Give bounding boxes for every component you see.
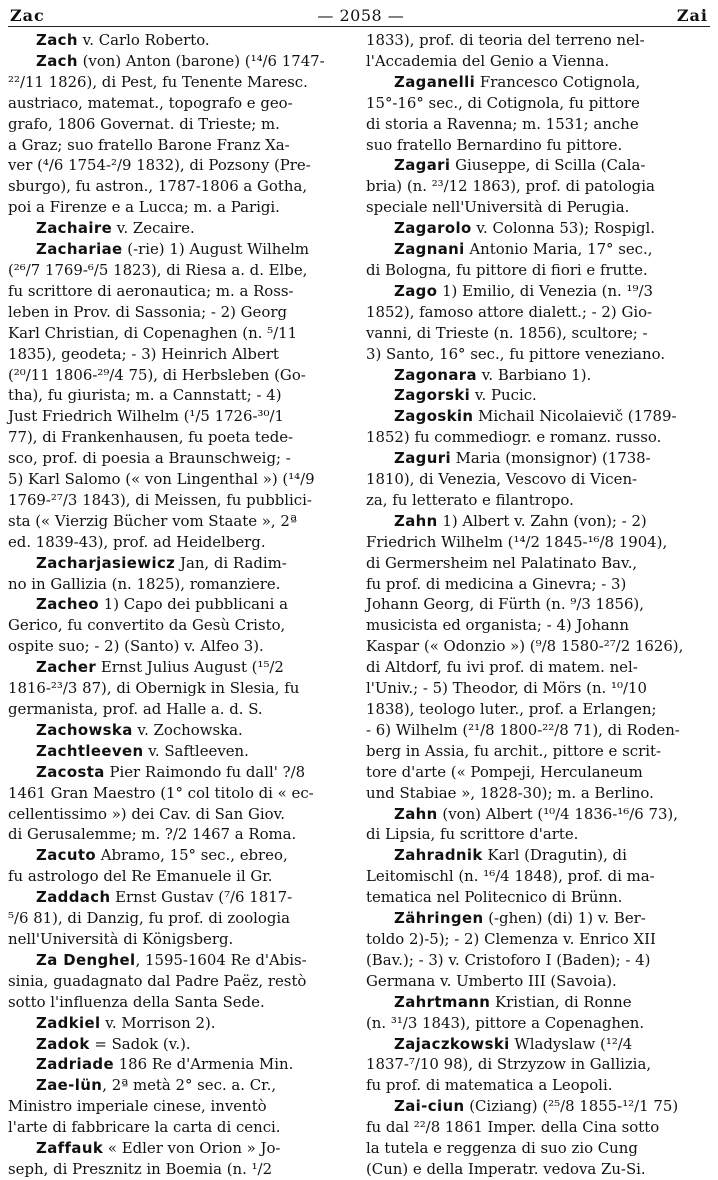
entry-headword: Zachtleeven bbox=[36, 741, 144, 760]
entry-line bbox=[8, 678, 356, 699]
entry-line bbox=[8, 344, 356, 365]
entry-first-line bbox=[366, 1096, 710, 1117]
entry-text: Maria (monsignor) (1738- bbox=[450, 449, 651, 468]
dictionary-entry bbox=[366, 239, 710, 281]
entry-text: di Altdorf, fu ivi prof. di matem. nel- bbox=[366, 658, 638, 677]
entry-text: 15°-16° sec., di Cotignola, fu pittore bbox=[366, 93, 640, 112]
entry-text: cellentissimo ») dei Cav. di San Giov. bbox=[8, 804, 285, 823]
entry-line bbox=[8, 302, 356, 323]
entry-first-line bbox=[8, 1075, 356, 1096]
entry-headword: Zagorski bbox=[394, 386, 471, 405]
entry-text: di storia a Ravenna; m. 1531; anche bbox=[366, 114, 639, 133]
entry-text: bria) (n. ²³/12 1863), prof. di patologia bbox=[366, 177, 655, 196]
entry-headword: Zadok bbox=[36, 1034, 90, 1053]
entry-text: (von) Anton (barone) (¹⁴/6 1747- bbox=[77, 51, 325, 70]
entry-first-line bbox=[366, 365, 710, 386]
entry-line bbox=[366, 741, 710, 762]
dictionary-entry bbox=[366, 992, 710, 1034]
entry-line bbox=[8, 1117, 356, 1138]
entry-headword: Zaddach bbox=[36, 888, 111, 907]
entry-text: 1769-²⁷/3 1843), di Meissen, fu pubblici- bbox=[8, 490, 312, 509]
entry-line bbox=[8, 260, 356, 281]
entry-line bbox=[8, 992, 356, 1013]
running-head-left: Zac bbox=[10, 5, 45, 25]
entry-headword: Zacher bbox=[36, 658, 97, 677]
entry-line bbox=[366, 824, 710, 845]
dictionary-entry bbox=[366, 804, 710, 846]
entry-text: suo fratello Bernardino fu pittore. bbox=[366, 135, 623, 154]
entry-line bbox=[8, 176, 356, 197]
entry-headword: Zahn bbox=[394, 804, 438, 823]
dictionary-entry bbox=[8, 594, 356, 657]
entry-first-line bbox=[8, 51, 356, 72]
entry-text: 3) Santo, 16° sec., fu pittore veneziano. bbox=[366, 344, 666, 363]
entry-text: v. Zochowska. bbox=[132, 720, 243, 739]
entry-line bbox=[8, 783, 356, 804]
entry-text: Francesco Cotignola, bbox=[475, 72, 641, 91]
entry-first-line bbox=[8, 218, 356, 239]
entry-text: 1835), geodeta; - 3) Heinrich Albert bbox=[8, 344, 279, 363]
entry-text: 1816-²³/3 87), di Obernigk in Slesia, fu bbox=[8, 679, 300, 698]
entry-text: la tutela e reggenza di suo zio Cung bbox=[366, 1139, 638, 1158]
entry-text: (-ghen) (di) 1) v. Ber- bbox=[483, 909, 646, 928]
entry-line bbox=[366, 93, 710, 114]
entry-line bbox=[8, 155, 356, 176]
dictionary-entry bbox=[8, 950, 356, 1013]
entry-text: v. Colonna 53); Rospigl. bbox=[471, 219, 656, 238]
entry-text: fu prof. di matematica a Leopoli. bbox=[366, 1076, 613, 1095]
entry-text: ⁵/6 81), di Danzig, fu prof. di zoologia bbox=[8, 909, 291, 928]
entry-text: 1) Emilio, di Venezia (n. ¹⁹/3 bbox=[437, 281, 653, 300]
entry-text: (²⁰/11 1806-²⁹/4 75), di Herbsleben (Go- bbox=[8, 365, 306, 384]
entry-text: l'Accademia del Genio a Vienna. bbox=[366, 51, 610, 70]
entry-first-line bbox=[8, 239, 356, 260]
dictionary-entry bbox=[366, 218, 710, 239]
entry-text: Wladyslaw (¹²/4 bbox=[509, 1034, 633, 1053]
entry-headword: Zach bbox=[36, 31, 78, 49]
entry-text: sburgo), fu astron., 1787-1806 a Gotha, bbox=[8, 177, 308, 196]
entry-text: Giuseppe, di Scilla (Cala- bbox=[450, 156, 646, 175]
entry-text: ²²/11 1826), di Pest, fu Tenente Maresc. bbox=[8, 72, 308, 91]
entry-first-line bbox=[366, 218, 710, 239]
entry-headword: Zahrtmann bbox=[394, 992, 491, 1011]
entry-text: nell'Università di Königsberg. bbox=[8, 929, 234, 948]
entry-line bbox=[8, 448, 356, 469]
entry-line bbox=[8, 93, 356, 114]
entry-first-line bbox=[366, 845, 710, 866]
entry-line bbox=[8, 1159, 356, 1180]
dictionary-entry bbox=[8, 1075, 356, 1138]
entry-text: sco, prof. di poesia a Braunschweig; - bbox=[8, 449, 291, 468]
entry-text: no in Gallizia (n. 1825), romanziere. bbox=[8, 574, 281, 593]
entry-headword: Zähringen bbox=[394, 909, 484, 928]
entry-text: 1852) fu commediogr. e romanz. russo. bbox=[366, 428, 662, 447]
entry-text: Johann Georg, di Fürth (n. ⁹/3 1856), bbox=[366, 595, 644, 614]
entry-headword: Zacuto bbox=[36, 846, 97, 865]
entry-first-line bbox=[8, 741, 356, 762]
entry-text: « Edler von Orion » Jo- bbox=[103, 1139, 281, 1158]
dictionary-entry bbox=[8, 239, 356, 553]
entry-text: (-rie) 1) August Wilhelm bbox=[122, 240, 310, 259]
entry-text: fu dal ²²/8 1861 Imper. della Cina sotto bbox=[366, 1118, 660, 1137]
entry-headword: Zachaire bbox=[36, 219, 113, 238]
entry-line bbox=[8, 908, 356, 929]
entry-first-line bbox=[366, 281, 710, 302]
entry-text: (Ciziang) (²⁵/8 1855-¹²/1 75) bbox=[464, 1097, 679, 1116]
running-head-right: Zai bbox=[676, 5, 708, 25]
entry-text: Jan, di Radim- bbox=[175, 553, 287, 572]
entry-headword: Zahradnik bbox=[394, 846, 483, 865]
entry-text: germanista, prof. ad Halle a. d. S. bbox=[8, 700, 263, 718]
entry-line bbox=[366, 971, 710, 992]
left-column bbox=[8, 30, 356, 1178]
entry-text: 77), di Frankenhausen, fu poeta tede- bbox=[8, 428, 294, 447]
entry-text: , 1595-1604 Re d'Abis- bbox=[135, 950, 307, 969]
entry-text: Germana v. Umberto III (Savoia). bbox=[366, 971, 617, 990]
entry-line bbox=[366, 1013, 710, 1034]
entry-line bbox=[8, 365, 356, 386]
entry-first-line bbox=[366, 908, 710, 929]
entry-headword: Zadkiel bbox=[36, 1013, 101, 1032]
entry-line bbox=[8, 427, 356, 448]
entry-first-line bbox=[8, 845, 356, 866]
dictionary-entry bbox=[8, 553, 356, 595]
entry-text: tore d'arte (« Pompeji, Herculaneum bbox=[366, 762, 643, 781]
entry-text: leben in Prov. di Sassonia; - 2) Georg bbox=[8, 302, 287, 321]
entry-text: - 6) Wilhelm (²¹/8 1800-²²/8 71), di Roden- bbox=[366, 720, 680, 739]
entry-line bbox=[366, 1075, 710, 1096]
entry-first-line bbox=[366, 992, 710, 1013]
dictionary-entry bbox=[366, 30, 710, 72]
entry-text: 1461 Gran Maestro (1° col titolo di « ec- bbox=[8, 783, 314, 802]
entry-text: 1) Albert v. Zahn (von); - 2) bbox=[437, 511, 647, 530]
entry-headword: Zagnani bbox=[394, 240, 465, 259]
entry-text: ed. 1839-43), prof. ad Heidelberg. bbox=[8, 532, 266, 551]
entry-first-line bbox=[366, 406, 710, 427]
entry-line bbox=[366, 720, 710, 741]
entry-line bbox=[8, 406, 356, 427]
entry-line bbox=[366, 114, 710, 135]
entry-text: Antonio Maria, 17° sec., bbox=[464, 240, 653, 259]
dictionary-entry bbox=[8, 1054, 356, 1075]
entry-line bbox=[8, 824, 356, 845]
dictionary-entry bbox=[8, 720, 356, 741]
dictionary-entry bbox=[8, 51, 356, 218]
entry-line bbox=[8, 804, 356, 825]
dictionary-entry bbox=[8, 762, 356, 846]
entry-line bbox=[8, 490, 356, 511]
entry-line bbox=[8, 615, 356, 636]
entry-text: di Gerusalemme; m. ?/2 1467 a Roma. bbox=[8, 825, 297, 844]
entry-text: di Lipsia, fu scrittore d'arte. bbox=[366, 825, 579, 844]
entry-text: Abramo, 15° sec., ebreo, bbox=[96, 846, 288, 865]
entry-line bbox=[366, 469, 710, 490]
entry-text: , 2ª metà 2° sec. a. Cr., bbox=[102, 1076, 277, 1095]
entry-text: sinia, guadagnato dal Padre Paëz, restò bbox=[8, 971, 307, 990]
entry-first-line bbox=[366, 155, 710, 176]
entry-text: Pier Raimondo fu dall' ?/8 bbox=[104, 762, 306, 781]
entry-line bbox=[8, 699, 356, 720]
entry-headword: Zaguri bbox=[394, 449, 451, 468]
entry-text: Just Friedrich Wilhelm (¹/5 1726-³⁰/1 bbox=[8, 407, 284, 426]
entry-text: 1837-⁷/10 98), di Strzyzow in Gallizia, bbox=[366, 1055, 652, 1074]
entry-text: fu prof. di medicina a Ginevra; - 3) bbox=[366, 574, 627, 593]
dictionary-entry bbox=[8, 30, 356, 51]
entry-line bbox=[366, 553, 710, 574]
entry-first-line bbox=[8, 1013, 356, 1034]
entry-first-line bbox=[8, 594, 356, 615]
entry-text: fu astrologo del Re Emanuele il Gr. bbox=[8, 867, 273, 886]
page-number: — 2058 — bbox=[317, 5, 405, 25]
entry-text: toldo 2)-5); - 2) Clemenza v. Enrico XII bbox=[366, 929, 656, 948]
entry-text: a Graz; suo fratello Barone Franz Xa- bbox=[8, 135, 290, 154]
entry-line bbox=[8, 532, 356, 553]
dictionary-entry bbox=[8, 657, 356, 720]
entry-text: (²⁶/7 1769-⁶/5 1823), di Riesa a. d. Elbe, bbox=[8, 260, 308, 279]
dictionary-entry bbox=[366, 908, 710, 992]
entry-text: v. Saftleeven. bbox=[143, 741, 249, 760]
entry-headword: Zaganelli bbox=[394, 72, 476, 91]
entry-line bbox=[366, 615, 710, 636]
dictionary-entry bbox=[366, 365, 710, 386]
entry-first-line bbox=[366, 448, 710, 469]
entry-line bbox=[8, 135, 356, 156]
entry-headword: Zach bbox=[36, 51, 78, 70]
entry-text: 1838), teologo luter., prof. a Erlangen; bbox=[366, 700, 657, 718]
entry-text: poi a Firenze e a Lucca; m. a Parigi. bbox=[8, 198, 280, 217]
entry-headword: Zagari bbox=[394, 156, 451, 175]
dictionary-entry bbox=[8, 887, 356, 950]
entry-text: 1852), famoso attore dialett.; - 2) Gio- bbox=[366, 302, 653, 321]
entry-text: v. Barbiano 1). bbox=[476, 365, 592, 384]
entry-headword: Zachariae bbox=[36, 240, 123, 259]
entry-first-line bbox=[8, 1034, 356, 1055]
entry-text: 186 Re d'Armenia Min. bbox=[113, 1055, 294, 1074]
entry-text: v. Morrison 2). bbox=[100, 1013, 216, 1032]
right-column bbox=[366, 30, 710, 1178]
entry-line bbox=[366, 344, 710, 365]
entry-first-line bbox=[8, 30, 356, 51]
entry-text: di Bologna, fu pittore di fiori e frutte. bbox=[366, 260, 648, 279]
entry-text: Kaspar (« Odonzio ») (⁹/8 1580-²⁷/2 1626), bbox=[366, 637, 684, 656]
entry-line bbox=[366, 51, 710, 72]
entry-first-line bbox=[366, 72, 710, 93]
entry-first-line bbox=[8, 762, 356, 783]
entry-text: und Stabiae », 1828-30); m. a Berlino. bbox=[366, 783, 654, 802]
entry-headword: Zachowska bbox=[36, 720, 133, 739]
entry-headword: Zacosta bbox=[36, 762, 105, 781]
entry-line bbox=[366, 636, 710, 657]
entry-headword: Zagonara bbox=[394, 365, 477, 384]
entry-text: musicista ed organista; - 4) Johann bbox=[366, 616, 629, 635]
entry-line bbox=[366, 197, 710, 218]
entry-text: berg in Assia, fu archit., pittore e scrit- bbox=[366, 741, 661, 760]
entry-text: vanni, di Trieste (n. 1856), scultore; - bbox=[366, 323, 648, 342]
entry-text: 5) Karl Salomo (« von Lingenthal ») (¹⁴/9 bbox=[8, 470, 315, 489]
entry-text: tha), fu giurista; m. a Cannstatt; - 4) bbox=[8, 386, 282, 405]
entry-text: l'arte di fabbricare la carta di cenci. bbox=[8, 1118, 281, 1137]
entry-text: Gerico, fu convertito da Gesù Cristo, bbox=[8, 616, 286, 635]
dictionary-entry bbox=[8, 1034, 356, 1055]
entry-line bbox=[366, 260, 710, 281]
entry-line bbox=[366, 950, 710, 971]
entry-text: Leitomischl (n. ¹⁶/4 1848), prof. di ma- bbox=[366, 867, 655, 886]
entry-first-line bbox=[8, 887, 356, 908]
entry-line bbox=[8, 281, 356, 302]
entry-text: l'Univ.; - 5) Theodor, di Mörs (n. ¹⁰/10 bbox=[366, 679, 647, 698]
entry-first-line bbox=[8, 657, 356, 678]
entry-text: fu scrittore di aeronautica; m. a Ross- bbox=[8, 281, 294, 300]
entry-text: za, fu letterato e filantropo. bbox=[366, 490, 574, 509]
entry-line bbox=[366, 762, 710, 783]
entry-headword: Zadriade bbox=[36, 1055, 114, 1074]
dictionary-entry bbox=[8, 1138, 356, 1180]
entry-text: grafo, 1806 Governat. di Trieste; m. bbox=[8, 114, 280, 133]
entry-text: v. Carlo Roberto. bbox=[77, 31, 210, 49]
entry-first-line bbox=[366, 511, 710, 532]
entry-headword: Zaffauk bbox=[36, 1139, 104, 1158]
entry-text: Ministro imperiale cinese, inventò bbox=[8, 1097, 267, 1116]
entry-text: ver (⁴/6 1754-²/9 1832), di Pozsony (Pre- bbox=[8, 156, 311, 175]
entry-text: v. Zecaire. bbox=[112, 219, 195, 238]
entry-first-line bbox=[8, 720, 356, 741]
entry-text: ospite suo; - 2) (Santo) v. Alfeo 3). bbox=[8, 637, 264, 656]
entry-line bbox=[8, 971, 356, 992]
entry-text: sta (« Vierzig Bücher vom Staate », 2ª bbox=[8, 511, 297, 530]
entry-headword: Zacharjasiewicz bbox=[36, 553, 176, 572]
entry-line bbox=[366, 574, 710, 595]
entry-text: Karl (Dragutin), di bbox=[482, 846, 627, 865]
entry-text: tematica nel Politecnico di Brünn. bbox=[366, 888, 623, 907]
entry-line bbox=[366, 1117, 710, 1138]
entry-text: v. Pucic. bbox=[470, 386, 537, 405]
entry-line bbox=[8, 511, 356, 532]
entry-headword: Za Denghel bbox=[36, 950, 136, 969]
entry-text: 1810), di Venezia, Vescovo di Vicen- bbox=[366, 470, 638, 489]
entry-text: Kristian, di Ronne bbox=[490, 992, 632, 1011]
entry-line bbox=[366, 783, 710, 804]
entry-headword: Zacheo bbox=[36, 595, 100, 614]
entry-line bbox=[366, 699, 710, 720]
entry-line bbox=[366, 302, 710, 323]
entry-line bbox=[366, 490, 710, 511]
entry-first-line bbox=[366, 239, 710, 260]
entry-headword: Zae-lün bbox=[36, 1076, 103, 1095]
dictionary-entry bbox=[366, 511, 710, 804]
entry-text: sotto l'influenza della Santa Sede. bbox=[8, 992, 265, 1011]
entry-line bbox=[8, 929, 356, 950]
entry-text: Ernst Julius August (¹⁵/2 bbox=[96, 658, 284, 677]
entry-headword: Zagoskin bbox=[394, 407, 474, 426]
entry-line bbox=[8, 866, 356, 887]
dictionary-entry bbox=[8, 1013, 356, 1034]
entry-text: Ernst Gustav (⁷/6 1817- bbox=[110, 888, 293, 907]
entry-line bbox=[366, 532, 710, 553]
entry-text: Karl Christian, di Copenaghen (n. ⁵/11 bbox=[8, 323, 298, 342]
entry-headword: Zago bbox=[394, 281, 438, 300]
entry-line bbox=[8, 469, 356, 490]
entry-text: 1833), prof. di teoria del terreno nel- bbox=[366, 31, 645, 49]
entry-headword: Zai-ciun bbox=[394, 1097, 465, 1116]
entry-line bbox=[366, 323, 710, 344]
entry-first-line bbox=[366, 1034, 710, 1055]
entry-line bbox=[8, 114, 356, 135]
dictionary-entry bbox=[366, 72, 710, 156]
entry-line bbox=[366, 176, 710, 197]
dictionary-columns bbox=[8, 30, 710, 1178]
entry-line bbox=[8, 197, 356, 218]
dictionary-entry bbox=[366, 448, 710, 511]
dictionary-entry bbox=[366, 155, 710, 218]
entry-first-line bbox=[8, 950, 356, 971]
entry-text: speciale nell'Università di Perugia. bbox=[366, 198, 630, 217]
dictionary-entry bbox=[366, 385, 710, 406]
entry-line bbox=[366, 1054, 710, 1075]
entry-line bbox=[8, 574, 356, 595]
dictionary-entry bbox=[8, 741, 356, 762]
entry-first-line bbox=[8, 553, 356, 574]
entry-line bbox=[366, 657, 710, 678]
entry-text: (Bav.); - 3) v. Cristoforo I (Baden); - 4) bbox=[366, 950, 651, 969]
entry-line bbox=[8, 323, 356, 344]
entry-line bbox=[8, 1096, 356, 1117]
entry-text: = Sadok (v.). bbox=[89, 1034, 191, 1053]
entry-text: 1) Capo dei pubblicani a bbox=[99, 595, 288, 614]
entry-line bbox=[366, 887, 710, 908]
entry-line bbox=[366, 866, 710, 887]
entry-text: Friedrich Wilhelm (¹⁴/2 1845-¹⁶/8 1904), bbox=[366, 532, 668, 551]
dictionary-entry bbox=[366, 406, 710, 448]
entry-text: (Cun) e della Imperatr. vedova Zu-Si. bbox=[366, 1159, 646, 1178]
entry-line bbox=[366, 678, 710, 699]
entry-headword: Zagarolo bbox=[394, 219, 472, 238]
entry-text: (n. ³¹/3 1843), pittore a Copenaghen. bbox=[366, 1013, 645, 1032]
dictionary-entry bbox=[366, 1034, 710, 1097]
entry-line bbox=[366, 929, 710, 950]
entry-line bbox=[8, 385, 356, 406]
entry-headword: Zajaczkowski bbox=[394, 1034, 510, 1053]
entry-line bbox=[366, 1138, 710, 1159]
dictionary-entry bbox=[366, 845, 710, 908]
entry-line bbox=[8, 72, 356, 93]
entry-line bbox=[366, 135, 710, 156]
dictionary-entry bbox=[366, 281, 710, 365]
entry-text: di Germersheim nel Palatinato Bav., bbox=[366, 553, 638, 572]
page-header bbox=[10, 4, 708, 26]
header-rule bbox=[8, 26, 710, 27]
entry-first-line bbox=[366, 30, 710, 51]
entry-line bbox=[366, 427, 710, 448]
dictionary-entry bbox=[366, 1096, 710, 1180]
entry-first-line bbox=[8, 1054, 356, 1075]
entry-line bbox=[366, 594, 710, 615]
entry-text: austriaco, matemat., topografo e geo- bbox=[8, 93, 293, 112]
entry-text: Michail Nicolaievič (1789- bbox=[473, 407, 677, 426]
entry-headword: Zahn bbox=[394, 511, 438, 530]
entry-line bbox=[366, 1159, 710, 1180]
dictionary-entry bbox=[8, 845, 356, 887]
entry-first-line bbox=[366, 385, 710, 406]
dictionary-entry bbox=[8, 218, 356, 239]
entry-text: (von) Albert (¹⁰/4 1836-¹⁶/6 73), bbox=[437, 804, 678, 823]
entry-text: seph, di Presznitz in Boemia (n. ¹/2 bbox=[8, 1159, 273, 1178]
entry-first-line bbox=[8, 1138, 356, 1159]
entry-first-line bbox=[366, 804, 710, 825]
entry-line bbox=[8, 636, 356, 657]
